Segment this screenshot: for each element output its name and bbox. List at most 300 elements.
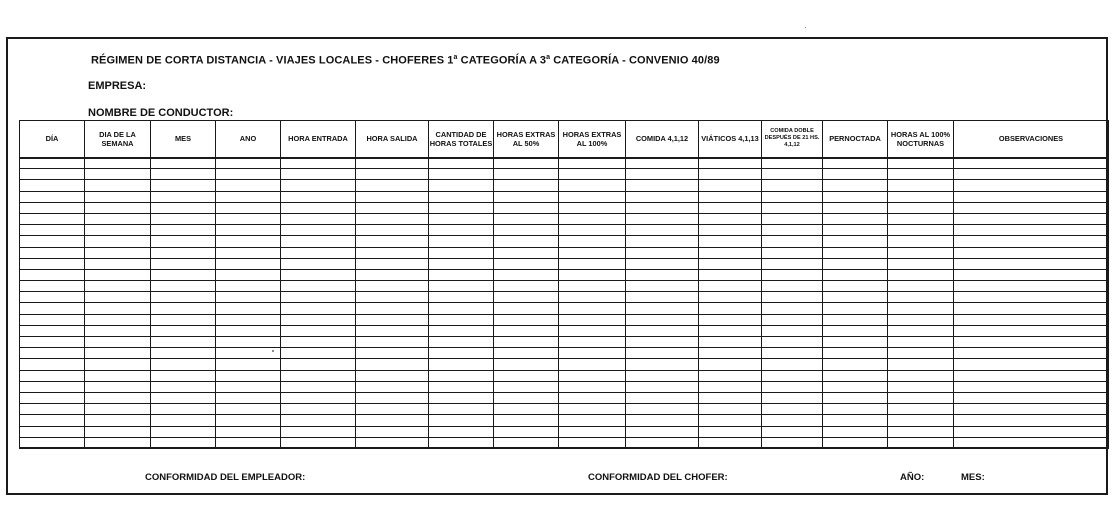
table-cell[interactable] xyxy=(85,314,151,325)
table-cell[interactable] xyxy=(494,359,559,370)
table-cell[interactable] xyxy=(888,292,954,303)
table-cell[interactable] xyxy=(429,415,494,426)
table-cell[interactable] xyxy=(494,225,559,236)
table-cell[interactable] xyxy=(626,426,699,437)
table-cell[interactable] xyxy=(626,236,699,247)
table-cell[interactable] xyxy=(429,337,494,348)
table-cell[interactable] xyxy=(151,213,216,224)
table-cell[interactable] xyxy=(151,258,216,269)
table-cell[interactable] xyxy=(216,426,281,437)
table-cell[interactable] xyxy=(823,213,888,224)
table-cell[interactable] xyxy=(626,314,699,325)
table-cell[interactable] xyxy=(356,348,429,359)
table-cell[interactable] xyxy=(20,169,85,180)
table-cell[interactable] xyxy=(823,225,888,236)
table-cell[interactable] xyxy=(20,258,85,269)
table-cell[interactable] xyxy=(823,348,888,359)
table-cell[interactable] xyxy=(216,337,281,348)
table-cell[interactable] xyxy=(888,392,954,403)
table-cell[interactable] xyxy=(559,191,626,202)
table-cell[interactable] xyxy=(626,180,699,191)
table-cell[interactable] xyxy=(85,359,151,370)
table-cell[interactable] xyxy=(699,370,762,381)
table-cell[interactable] xyxy=(281,258,356,269)
table-cell[interactable] xyxy=(356,437,429,448)
table-cell[interactable] xyxy=(356,236,429,247)
table-cell[interactable] xyxy=(151,292,216,303)
table-cell[interactable] xyxy=(216,191,281,202)
table-cell[interactable] xyxy=(216,202,281,213)
table-cell[interactable] xyxy=(494,381,559,392)
table-cell[interactable] xyxy=(954,437,1109,448)
table-cell[interactable] xyxy=(954,337,1109,348)
table-cell[interactable] xyxy=(954,303,1109,314)
table-cell[interactable] xyxy=(281,236,356,247)
table-cell[interactable] xyxy=(626,258,699,269)
table-cell[interactable] xyxy=(20,269,85,280)
table-cell[interactable] xyxy=(356,359,429,370)
table-cell[interactable] xyxy=(494,303,559,314)
table-cell[interactable] xyxy=(281,348,356,359)
table-cell[interactable] xyxy=(85,292,151,303)
table-cell[interactable] xyxy=(762,415,823,426)
table-cell[interactable] xyxy=(151,314,216,325)
table-cell[interactable] xyxy=(954,269,1109,280)
table-cell[interactable] xyxy=(626,370,699,381)
table-cell[interactable] xyxy=(151,437,216,448)
table-cell[interactable] xyxy=(699,269,762,280)
table-cell[interactable] xyxy=(356,158,429,169)
table-cell[interactable] xyxy=(85,169,151,180)
table-cell[interactable] xyxy=(151,303,216,314)
table-cell[interactable] xyxy=(281,303,356,314)
table-cell[interactable] xyxy=(85,337,151,348)
table-cell[interactable] xyxy=(429,370,494,381)
table-cell[interactable] xyxy=(762,180,823,191)
table-cell[interactable] xyxy=(216,213,281,224)
table-cell[interactable] xyxy=(626,392,699,403)
table-cell[interactable] xyxy=(762,370,823,381)
table-cell[interactable] xyxy=(954,359,1109,370)
table-cell[interactable] xyxy=(762,437,823,448)
table-cell[interactable] xyxy=(281,292,356,303)
table-cell[interactable] xyxy=(626,359,699,370)
table-cell[interactable] xyxy=(494,281,559,292)
table-cell[interactable] xyxy=(20,281,85,292)
table-cell[interactable] xyxy=(762,303,823,314)
table-cell[interactable] xyxy=(954,325,1109,336)
table-cell[interactable] xyxy=(559,370,626,381)
table-cell[interactable] xyxy=(888,303,954,314)
table-cell[interactable] xyxy=(626,247,699,258)
table-cell[interactable] xyxy=(356,381,429,392)
table-cell[interactable] xyxy=(559,426,626,437)
table-cell[interactable] xyxy=(762,359,823,370)
table-cell[interactable] xyxy=(20,180,85,191)
table-cell[interactable] xyxy=(356,202,429,213)
table-cell[interactable] xyxy=(762,404,823,415)
table-cell[interactable] xyxy=(494,191,559,202)
table-cell[interactable] xyxy=(888,202,954,213)
table-cell[interactable] xyxy=(888,404,954,415)
table-cell[interactable] xyxy=(85,225,151,236)
table-cell[interactable] xyxy=(429,314,494,325)
table-cell[interactable] xyxy=(699,213,762,224)
table-cell[interactable] xyxy=(888,314,954,325)
table-cell[interactable] xyxy=(888,415,954,426)
table-cell[interactable] xyxy=(429,359,494,370)
table-cell[interactable] xyxy=(626,225,699,236)
table-cell[interactable] xyxy=(151,202,216,213)
table-cell[interactable] xyxy=(823,269,888,280)
table-cell[interactable] xyxy=(20,314,85,325)
table-cell[interactable] xyxy=(20,415,85,426)
table-cell[interactable] xyxy=(823,392,888,403)
table-cell[interactable] xyxy=(559,180,626,191)
table-cell[interactable] xyxy=(151,415,216,426)
table-cell[interactable] xyxy=(699,359,762,370)
table-cell[interactable] xyxy=(356,337,429,348)
table-cell[interactable] xyxy=(699,258,762,269)
table-cell[interactable] xyxy=(888,213,954,224)
table-cell[interactable] xyxy=(823,169,888,180)
table-cell[interactable] xyxy=(151,191,216,202)
table-cell[interactable] xyxy=(626,325,699,336)
table-cell[interactable] xyxy=(20,370,85,381)
table-cell[interactable] xyxy=(559,213,626,224)
table-cell[interactable] xyxy=(626,269,699,280)
table-cell[interactable] xyxy=(151,404,216,415)
table-cell[interactable] xyxy=(281,213,356,224)
table-cell[interactable] xyxy=(85,281,151,292)
table-cell[interactable] xyxy=(954,213,1109,224)
table-cell[interactable] xyxy=(626,292,699,303)
table-cell[interactable] xyxy=(559,348,626,359)
table-cell[interactable] xyxy=(762,281,823,292)
table-cell[interactable] xyxy=(954,225,1109,236)
table-cell[interactable] xyxy=(281,314,356,325)
table-cell[interactable] xyxy=(216,381,281,392)
table-cell[interactable] xyxy=(20,191,85,202)
table-cell[interactable] xyxy=(85,404,151,415)
table-cell[interactable] xyxy=(954,392,1109,403)
table-cell[interactable] xyxy=(356,225,429,236)
table-cell[interactable] xyxy=(559,269,626,280)
table-cell[interactable] xyxy=(151,247,216,258)
table-cell[interactable] xyxy=(429,202,494,213)
table-cell[interactable] xyxy=(151,236,216,247)
table-cell[interactable] xyxy=(281,426,356,437)
table-cell[interactable] xyxy=(281,247,356,258)
table-cell[interactable] xyxy=(494,269,559,280)
table-cell[interactable] xyxy=(888,258,954,269)
table-cell[interactable] xyxy=(20,359,85,370)
table-cell[interactable] xyxy=(494,404,559,415)
table-cell[interactable] xyxy=(626,337,699,348)
table-cell[interactable] xyxy=(151,426,216,437)
table-cell[interactable] xyxy=(85,392,151,403)
table-cell[interactable] xyxy=(888,337,954,348)
table-cell[interactable] xyxy=(954,292,1109,303)
table-cell[interactable] xyxy=(954,236,1109,247)
table-cell[interactable] xyxy=(888,359,954,370)
table-cell[interactable] xyxy=(699,325,762,336)
table-cell[interactable] xyxy=(559,337,626,348)
table-cell[interactable] xyxy=(85,415,151,426)
table-cell[interactable] xyxy=(85,348,151,359)
table-cell[interactable] xyxy=(281,359,356,370)
table-cell[interactable] xyxy=(151,158,216,169)
table-cell[interactable] xyxy=(559,236,626,247)
table-cell[interactable] xyxy=(762,258,823,269)
table-cell[interactable] xyxy=(429,292,494,303)
table-cell[interactable] xyxy=(85,437,151,448)
table-cell[interactable] xyxy=(356,370,429,381)
table-cell[interactable] xyxy=(281,392,356,403)
table-cell[interactable] xyxy=(429,348,494,359)
table-cell[interactable] xyxy=(762,213,823,224)
table-cell[interactable] xyxy=(20,247,85,258)
table-cell[interactable] xyxy=(762,236,823,247)
table-cell[interactable] xyxy=(699,281,762,292)
table-cell[interactable] xyxy=(20,426,85,437)
table-cell[interactable] xyxy=(954,404,1109,415)
table-cell[interactable] xyxy=(494,213,559,224)
table-cell[interactable] xyxy=(20,202,85,213)
table-cell[interactable] xyxy=(888,437,954,448)
table-cell[interactable] xyxy=(559,359,626,370)
table-cell[interactable] xyxy=(151,359,216,370)
table-cell[interactable] xyxy=(699,225,762,236)
table-cell[interactable] xyxy=(429,404,494,415)
table-cell[interactable] xyxy=(699,348,762,359)
table-cell[interactable] xyxy=(494,415,559,426)
table-cell[interactable] xyxy=(699,292,762,303)
table-cell[interactable] xyxy=(151,169,216,180)
table-cell[interactable] xyxy=(429,392,494,403)
table-cell[interactable] xyxy=(281,158,356,169)
table-cell[interactable] xyxy=(762,169,823,180)
table-cell[interactable] xyxy=(699,180,762,191)
table-cell[interactable] xyxy=(762,381,823,392)
table-cell[interactable] xyxy=(626,381,699,392)
table-cell[interactable] xyxy=(356,404,429,415)
table-cell[interactable] xyxy=(494,236,559,247)
table-cell[interactable] xyxy=(823,180,888,191)
table-cell[interactable] xyxy=(429,381,494,392)
table-cell[interactable] xyxy=(429,169,494,180)
table-cell[interactable] xyxy=(429,191,494,202)
table-cell[interactable] xyxy=(494,392,559,403)
table-cell[interactable] xyxy=(762,426,823,437)
table-cell[interactable] xyxy=(151,281,216,292)
table-cell[interactable] xyxy=(762,325,823,336)
table-cell[interactable] xyxy=(823,381,888,392)
table-cell[interactable] xyxy=(699,303,762,314)
table-cell[interactable] xyxy=(559,158,626,169)
table-cell[interactable] xyxy=(823,415,888,426)
table-cell[interactable] xyxy=(429,426,494,437)
table-cell[interactable] xyxy=(888,269,954,280)
table-cell[interactable] xyxy=(823,281,888,292)
table-cell[interactable] xyxy=(823,325,888,336)
table-cell[interactable] xyxy=(20,437,85,448)
table-cell[interactable] xyxy=(699,236,762,247)
table-cell[interactable] xyxy=(151,325,216,336)
table-cell[interactable] xyxy=(888,247,954,258)
table-cell[interactable] xyxy=(151,180,216,191)
table-cell[interactable] xyxy=(823,236,888,247)
table-cell[interactable] xyxy=(699,392,762,403)
table-cell[interactable] xyxy=(762,348,823,359)
table-cell[interactable] xyxy=(216,370,281,381)
table-cell[interactable] xyxy=(762,292,823,303)
table-cell[interactable] xyxy=(823,258,888,269)
table-cell[interactable] xyxy=(626,404,699,415)
table-cell[interactable] xyxy=(281,281,356,292)
table-cell[interactable] xyxy=(762,158,823,169)
table-cell[interactable] xyxy=(954,180,1109,191)
table-cell[interactable] xyxy=(823,337,888,348)
table-cell[interactable] xyxy=(216,180,281,191)
table-cell[interactable] xyxy=(85,180,151,191)
table-cell[interactable] xyxy=(626,191,699,202)
table-cell[interactable] xyxy=(823,370,888,381)
table-cell[interactable] xyxy=(281,180,356,191)
table-cell[interactable] xyxy=(559,381,626,392)
table-cell[interactable] xyxy=(429,269,494,280)
table-cell[interactable] xyxy=(888,370,954,381)
table-cell[interactable] xyxy=(888,348,954,359)
table-cell[interactable] xyxy=(494,169,559,180)
table-cell[interactable] xyxy=(823,292,888,303)
table-cell[interactable] xyxy=(85,202,151,213)
table-cell[interactable] xyxy=(216,303,281,314)
table-cell[interactable] xyxy=(85,213,151,224)
table-cell[interactable] xyxy=(954,381,1109,392)
table-cell[interactable] xyxy=(356,303,429,314)
table-cell[interactable] xyxy=(429,236,494,247)
table-cell[interactable] xyxy=(626,437,699,448)
table-cell[interactable] xyxy=(356,325,429,336)
table-cell[interactable] xyxy=(356,191,429,202)
table-cell[interactable] xyxy=(85,269,151,280)
table-cell[interactable] xyxy=(762,337,823,348)
table-cell[interactable] xyxy=(216,292,281,303)
table-cell[interactable] xyxy=(216,269,281,280)
table-cell[interactable] xyxy=(151,337,216,348)
table-cell[interactable] xyxy=(559,202,626,213)
table-cell[interactable] xyxy=(626,202,699,213)
table-cell[interactable] xyxy=(429,213,494,224)
table-cell[interactable] xyxy=(85,158,151,169)
table-cell[interactable] xyxy=(151,269,216,280)
table-cell[interactable] xyxy=(85,370,151,381)
table-cell[interactable] xyxy=(281,415,356,426)
table-cell[interactable] xyxy=(559,314,626,325)
table-cell[interactable] xyxy=(216,415,281,426)
table-cell[interactable] xyxy=(85,247,151,258)
table-cell[interactable] xyxy=(216,281,281,292)
table-cell[interactable] xyxy=(85,381,151,392)
table-cell[interactable] xyxy=(281,325,356,336)
table-cell[interactable] xyxy=(356,180,429,191)
table-cell[interactable] xyxy=(216,314,281,325)
table-cell[interactable] xyxy=(954,370,1109,381)
table-cell[interactable] xyxy=(20,348,85,359)
table-cell[interactable] xyxy=(20,392,85,403)
table-cell[interactable] xyxy=(20,292,85,303)
table-cell[interactable] xyxy=(494,325,559,336)
table-cell[interactable] xyxy=(281,225,356,236)
table-cell[interactable] xyxy=(20,381,85,392)
table-cell[interactable] xyxy=(85,236,151,247)
table-cell[interactable] xyxy=(216,225,281,236)
table-cell[interactable] xyxy=(699,381,762,392)
table-cell[interactable] xyxy=(216,258,281,269)
table-cell[interactable] xyxy=(762,269,823,280)
table-cell[interactable] xyxy=(559,292,626,303)
table-cell[interactable] xyxy=(216,158,281,169)
table-cell[interactable] xyxy=(85,325,151,336)
table-cell[interactable] xyxy=(85,303,151,314)
table-cell[interactable] xyxy=(626,415,699,426)
table-cell[interactable] xyxy=(762,392,823,403)
table-cell[interactable] xyxy=(888,381,954,392)
table-cell[interactable] xyxy=(85,191,151,202)
table-cell[interactable] xyxy=(699,415,762,426)
table-cell[interactable] xyxy=(762,191,823,202)
table-cell[interactable] xyxy=(20,225,85,236)
table-cell[interactable] xyxy=(699,247,762,258)
table-cell[interactable] xyxy=(823,359,888,370)
table-cell[interactable] xyxy=(888,191,954,202)
table-cell[interactable] xyxy=(216,247,281,258)
table-cell[interactable] xyxy=(626,348,699,359)
table-cell[interactable] xyxy=(762,225,823,236)
table-cell[interactable] xyxy=(216,325,281,336)
table-cell[interactable] xyxy=(494,180,559,191)
table-cell[interactable] xyxy=(494,202,559,213)
table-cell[interactable] xyxy=(20,404,85,415)
table-cell[interactable] xyxy=(356,247,429,258)
table-cell[interactable] xyxy=(954,202,1109,213)
table-cell[interactable] xyxy=(559,392,626,403)
table-cell[interactable] xyxy=(559,437,626,448)
table-cell[interactable] xyxy=(888,426,954,437)
table-cell[interactable] xyxy=(429,303,494,314)
table-cell[interactable] xyxy=(954,426,1109,437)
table-cell[interactable] xyxy=(494,370,559,381)
table-cell[interactable] xyxy=(216,404,281,415)
table-cell[interactable] xyxy=(954,191,1109,202)
table-cell[interactable] xyxy=(429,281,494,292)
table-cell[interactable] xyxy=(954,258,1109,269)
table-cell[interactable] xyxy=(281,202,356,213)
table-cell[interactable] xyxy=(762,247,823,258)
table-cell[interactable] xyxy=(559,169,626,180)
table-cell[interactable] xyxy=(823,247,888,258)
table-cell[interactable] xyxy=(888,281,954,292)
table-cell[interactable] xyxy=(888,169,954,180)
table-cell[interactable] xyxy=(699,191,762,202)
table-cell[interactable] xyxy=(85,258,151,269)
table-cell[interactable] xyxy=(356,213,429,224)
table-cell[interactable] xyxy=(626,169,699,180)
table-cell[interactable] xyxy=(954,158,1109,169)
table-cell[interactable] xyxy=(494,337,559,348)
table-cell[interactable] xyxy=(281,169,356,180)
